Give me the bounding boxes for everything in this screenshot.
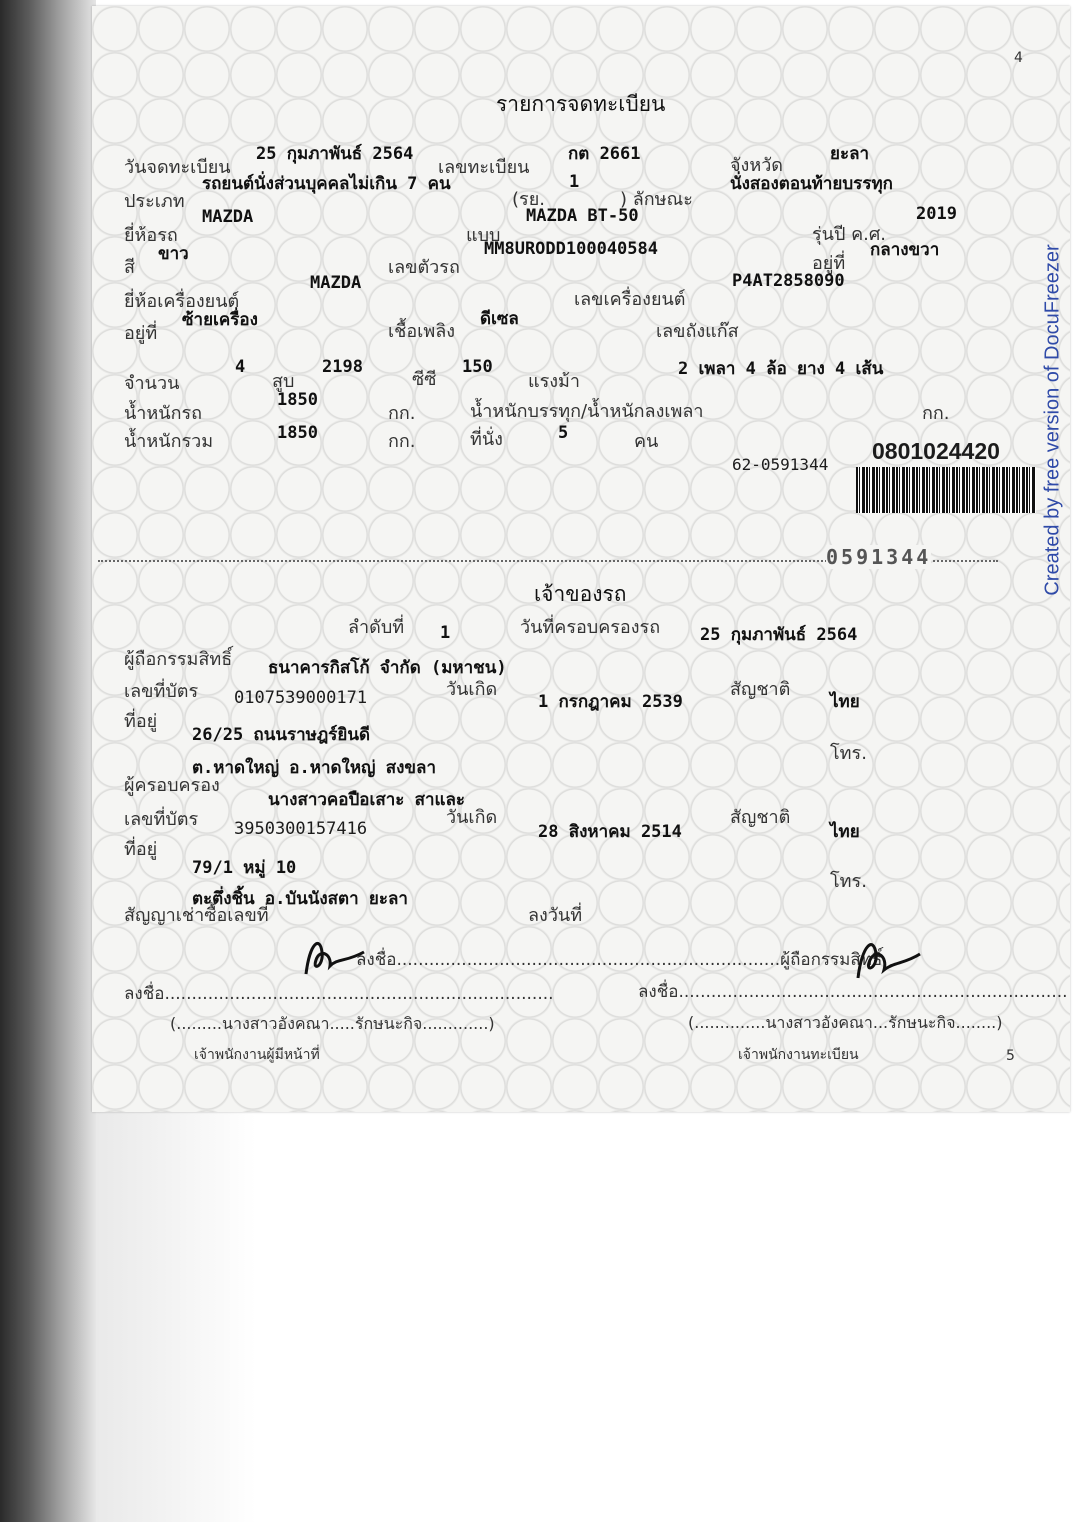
engine-location: ซ้ายเครื่อง	[182, 310, 258, 330]
seats: 5	[558, 423, 569, 443]
sequence-label: ลำดับที่	[348, 617, 405, 638]
brand-label: ยี่ห้อรถ	[124, 225, 178, 246]
province: ยะลา	[830, 144, 870, 164]
sign-line-left: ลงชื่อ........................................................................	[124, 984, 554, 1004]
holder-address-line2: ต.หาดใหญ่ อ.หาดใหญ่ สงขลา	[192, 758, 437, 778]
holder-birth-label: วันเกิด	[446, 679, 498, 700]
engine-location-label: อยู่ที่	[124, 323, 158, 344]
count-label: จำนวน	[124, 373, 180, 394]
gas-tank-label: เลขถังแก๊ส	[656, 321, 739, 342]
plate: กต 2661	[568, 144, 641, 164]
load-label: น้ำหนักบรรทุก/น้ำหนักลงเพลา	[470, 401, 704, 422]
axles-wheels: 2 เพลา 4 ล้อ ยาง 4 เส้น	[678, 359, 884, 379]
body-style: นั่งสองตอนท้ายบรรทุก	[730, 174, 893, 194]
possessor-id-label: เลขที่บัตร	[124, 809, 199, 830]
engine-number-label: เลขเครื่องยนต์	[574, 289, 686, 310]
holder-nationality-label: สัญชาติ	[730, 679, 791, 700]
possessor-nationality: ไทย	[830, 822, 860, 842]
persons-label: คน	[634, 431, 659, 452]
barcode-number: 0801024420	[872, 438, 1000, 464]
vehicle-type: รถยนต์นั่งส่วนบุคคลไม่เกิน 7 คน	[202, 174, 451, 194]
holder-name: ธนาคารกิสโก้ จำกัด (มหาชน)	[268, 658, 507, 678]
watermark: Created by free version of DocuFreezer	[1041, 244, 1064, 596]
name-right: (..............นางสาวอังคณา...รักษนะกิจ........)	[688, 1013, 1003, 1032]
scan-shadow-lower	[96, 1110, 256, 1522]
chassis-label: เลขตัวรถ	[388, 257, 460, 278]
possessor-birth-label: วันเกิด	[446, 807, 498, 828]
page-number-top: 4	[1014, 50, 1023, 66]
brand: MAZDA	[202, 207, 254, 227]
owner-heading: เจ้าของรถ	[534, 582, 627, 606]
style-label: ) ลักษณะ	[620, 189, 693, 210]
weight: 1850	[277, 390, 318, 410]
engine-number: P4AT2858090	[732, 271, 845, 291]
role-left: เจ้าพนักงานผู้มีหน้าที่	[194, 1047, 320, 1063]
possession-date: 25 กุมภาพันธ์ 2564	[700, 625, 858, 645]
province-label: จังหวัด	[730, 155, 783, 176]
engine-brand-label: ยี่ห้อเครื่องยนต์	[124, 291, 240, 312]
chassis-number: MM8URODD100040584	[484, 239, 658, 259]
sign-line-right: ลงชื่อ........................................................................	[638, 982, 1068, 1002]
year-label: รุ่นปี ค.ศ.	[812, 224, 887, 245]
possessor-address-label: ที่อยู่	[124, 839, 158, 860]
sign-date-label: ลงวันที่	[528, 905, 583, 926]
possessor-nationality-label: สัญชาติ	[730, 807, 791, 828]
horsepower: 150	[462, 357, 493, 377]
possessor-address-line2: ตะตึ่งชิ้น อ.บันนังสตา ยะลา	[192, 889, 408, 909]
name-left: (.........นางสาวอังคณา.....รักษนะกิจ.............)	[170, 1014, 495, 1033]
sequence: 1	[440, 623, 451, 643]
fuel: ดีเซล	[480, 309, 519, 329]
kg-label-1: กก.	[388, 403, 416, 424]
holder-nationality: ไทย	[830, 692, 860, 712]
holder-id: 0107539000171	[234, 688, 368, 708]
model: MAZDA BT-50	[526, 206, 639, 226]
holder-id-label: เลขที่บัตร	[124, 681, 199, 702]
kg-label-3: กก.	[388, 431, 416, 452]
possession-date-label: วันที่ครอบครองรถ	[520, 617, 661, 638]
model-year: 2019	[916, 204, 957, 224]
displacement: 2198	[322, 357, 363, 377]
kg-label-2: กก.	[922, 403, 950, 424]
weight-label: น้ำหนักรถ	[124, 403, 203, 424]
total-weight-label: น้ำหนักรวม	[124, 431, 214, 452]
document-number: 62-0591344	[732, 455, 829, 474]
possessor-address-line1: 79/1 หมู่ 10	[192, 858, 297, 878]
chassis-location-label: อยู่ที่	[812, 253, 846, 274]
model-label: แบบ	[466, 225, 501, 246]
possessor-birth: 28 สิงหาคม 2514	[538, 822, 682, 842]
plate-label: เลขทะเบียน	[438, 157, 530, 178]
holder-birth: 1 กรกฎาคม 2539	[538, 692, 683, 712]
holder-sign-line: ลงชื่อ.......................................................................ผู้ถือกรรมสิทธิ์	[356, 950, 883, 970]
possessor-name: นางสาวคอปือเสาะ สาและ	[268, 790, 466, 810]
page-number-bottom: 5	[1006, 1048, 1015, 1064]
total-weight: 1850	[277, 423, 318, 443]
color-label: สี	[124, 257, 135, 278]
contract-label: สัญญาเช่าซื้อเลขที่	[124, 905, 269, 926]
holder-address-label: ที่อยู่	[124, 711, 158, 732]
holder-tel-label: โทร.	[830, 743, 867, 764]
cylinder-label: สูบ	[272, 371, 295, 392]
engine-brand: MAZDA	[310, 273, 362, 293]
barcode	[856, 467, 1036, 513]
possessor-label: ผู้ครอบครอง	[124, 775, 220, 796]
fuel-label: เชื้อเพลิง	[388, 321, 456, 342]
type-label: ประเภท	[124, 191, 185, 212]
hp-label: แรงม้า	[528, 371, 581, 392]
seats-label: ที่นั่ง	[470, 429, 503, 450]
reg-date-label: วันจดทะเบียน	[124, 157, 231, 178]
color: ขาว	[158, 244, 189, 264]
holder-address-line1: 26/25 ถนนราษฎร์ยินดี	[192, 725, 370, 745]
chassis-location: กลางขวา	[870, 240, 940, 260]
stamp-number: 0591344	[826, 545, 932, 569]
ry-open: (รย.	[512, 189, 545, 210]
cylinders: 4	[235, 357, 246, 377]
reg-date: 25 กุมภาพันธ์ 2564	[256, 144, 414, 164]
holder-label: ผู้ถือกรรมสิทธิ์	[124, 649, 233, 670]
possessor-id: 3950300157416	[234, 819, 368, 839]
possessor-tel-label: โทร.	[830, 871, 867, 892]
cc-label: ซีซี	[412, 369, 437, 390]
role-right: เจ้าพนักงานทะเบียน	[738, 1047, 859, 1063]
ry-number: 1	[569, 172, 580, 192]
scan-shadow	[0, 0, 96, 1522]
page-title: รายการจดทะเบียน	[496, 92, 666, 116]
